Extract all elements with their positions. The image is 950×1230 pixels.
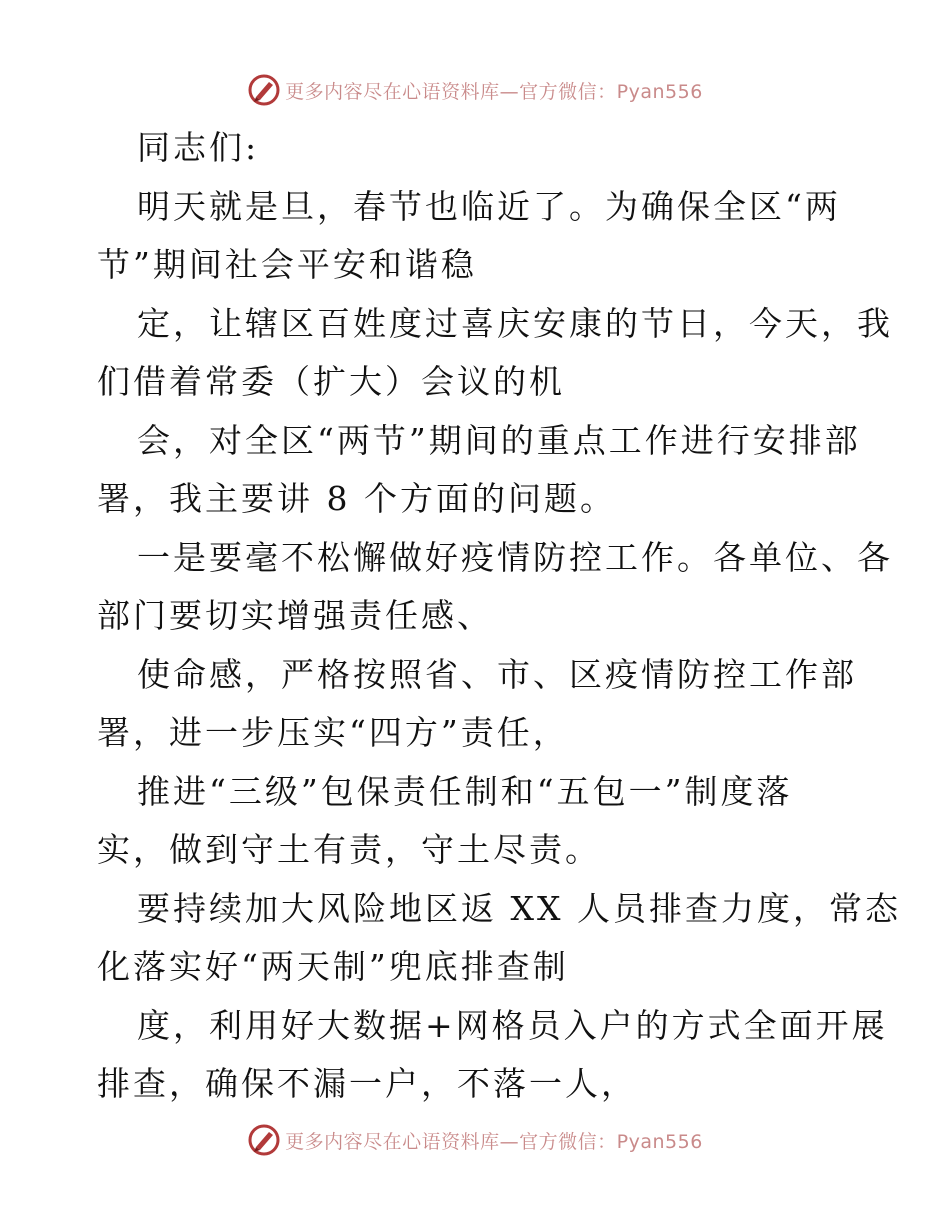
text-line: 度，利用好大数据+网格员入户的方式全面开展 <box>137 1006 888 1045</box>
text-line: 同志们: <box>137 128 260 167</box>
text-line: 推进“三级”包保责任制和“五包一”制度落 <box>137 772 793 811</box>
text-line: 要持续加大风险地区返 XX 人员排查力度，常态 <box>137 889 901 928</box>
pen-logo-icon <box>247 1123 281 1157</box>
pen-logo-icon <box>247 73 281 107</box>
text-line: 实，做到守土有责，守土尽责。 <box>97 830 601 869</box>
text-line: 排查，确保不漏一户，不落一人， <box>97 1064 637 1103</box>
text-line: 化落实好“两天制”兜底排查制 <box>97 947 569 986</box>
text-line: 部门要切实增强责任感、 <box>97 596 493 635</box>
text-line: 定，让辖区百姓度过喜庆安康的节日，今天，我 <box>137 304 893 343</box>
footer-watermark-text: 更多内容尽在心语资料库—官方微信：Pyan556 <box>285 1130 703 1153</box>
header-watermark <box>0 70 950 110</box>
text-line: 明天就是旦，春节也临近了。为确保全区“两 <box>137 187 841 226</box>
text-line: 使命感，严格按照省、市、区疫情防控工作部 <box>137 655 857 694</box>
text-line: 署，进一步压实“四方”责任， <box>97 713 569 752</box>
text-line: 们借着常委（扩大）会议的机 <box>97 362 565 401</box>
text-line: 署，我主要讲 8 个方面的问题。 <box>97 479 616 518</box>
text-line: 一是要毫不松懈做好疫情防控工作。各单位、各 <box>137 538 893 577</box>
footer-watermark <box>0 1120 950 1160</box>
header-watermark-text: 更多内容尽在心语资料库—官方微信：Pyan556 <box>285 80 703 103</box>
text-line: 会，对全区“两节”期间的重点工作进行安排部 <box>137 421 861 460</box>
text-line: 节”期间社会平安和谐稳 <box>97 245 477 284</box>
